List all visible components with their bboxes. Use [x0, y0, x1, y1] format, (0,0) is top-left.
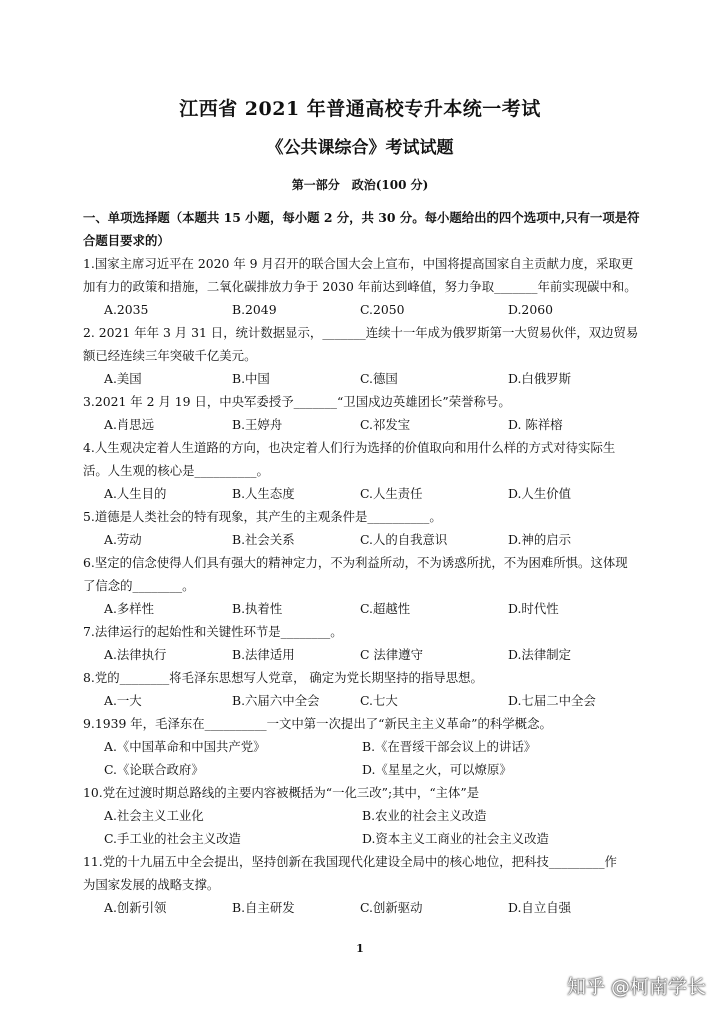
question-5-options [104, 528, 644, 551]
section-instructions-line1: 一、单项选择题（本题共 15 小题，每小题 2 分，共 30 分。每小题给出的四个选项中,只有一项是符 [83, 210, 640, 225]
question-10-line1: 10.党在过渡时期总路线的主要内容被概括为“一化三改”;其中，“主体”是 [83, 785, 480, 800]
option-a: A.人生目的 [104, 486, 167, 501]
option-a: A.劳动 [104, 532, 142, 547]
question-10-options-row2 [104, 827, 644, 850]
option-b: B.六届六中全会 [232, 693, 320, 708]
question-2-line1: 2. 2021 年年 3 月 31 日，统计数据显示，_______连续十一年成为俄罗斯第一大贸易伙伴，双边贸易 [83, 325, 639, 340]
question-11-line1: 11.党的十九届五中全会提出，坚持创新在我国现代化建设全局中的核心地位，把科技_________作 [83, 854, 617, 869]
option-a: A.社会主义工业化 [104, 808, 204, 823]
question-7-options [104, 643, 644, 666]
option-c: C.《论联合政府》 [104, 762, 204, 777]
option-d: D.时代性 [508, 601, 559, 616]
question-3-line1: 3.2021 年 2 月 19 日，中央军委授予_______“卫国戍边英雄团长”荣誉称号。 [83, 394, 511, 409]
option-a: A.《中国革命和中国共产党》 [104, 739, 266, 754]
option-a: A.多样性 [104, 601, 155, 616]
option-b: B.执着性 [232, 601, 283, 616]
option-a: A.一大 [104, 693, 142, 708]
question-5-line1: 5.道德是人类社会的特有现象，其产生的主观条件是__________。 [83, 509, 442, 524]
option-c: C.手工业的社会主义改造 [104, 831, 241, 846]
question-4-options [104, 482, 644, 505]
question-10-options-row1 [104, 804, 644, 827]
option-a: A.肖思远 [104, 417, 155, 432]
option-c: C.人生责任 [360, 486, 423, 501]
option-d: D.七届二中全会 [508, 693, 596, 708]
question-4-line2: 活。人生观的核心是__________。 [83, 463, 269, 478]
question-8-options [104, 689, 644, 712]
option-c: C.七大 [360, 693, 398, 708]
question-11-line2: 为国家发展的战略支撑。 [83, 877, 220, 892]
option-d: D.人生价值 [508, 486, 571, 501]
option-b: B.中国 [232, 371, 270, 386]
question-4-line1: 4.人生观决定着人生道路的方向，也决定着人们行为选择的价值取向和用什么样的方式对待实际生 [83, 440, 616, 455]
option-c: C 法律遵守 [360, 647, 423, 662]
option-d: D.资本主义工商业的社会主义改造 [362, 831, 549, 846]
question-6-line2: 了信念的________。 [83, 578, 195, 593]
option-b: B.2049 [232, 302, 277, 317]
question-8-line1: 8.党的________将毛泽东思想写人党章， 确定为党长期坚持的指导思想。 [83, 670, 483, 685]
option-b: B.法律适用 [232, 647, 295, 662]
option-b: B.农业的社会主义改造 [362, 808, 487, 823]
option-d: D.2060 [508, 302, 553, 317]
option-b: B.社会关系 [232, 532, 295, 547]
section-instructions-line2: 合题目要求的） [83, 233, 170, 248]
option-b: B.自主研发 [232, 900, 295, 915]
question-1-line2: 加有力的政策和措施，二氧化碳排放力争于 2030 年前达到峰值，努力争取_______年前实现碳中和。 [83, 279, 637, 294]
question-9-options-row2 [104, 758, 644, 781]
question-9-options-row1 [104, 735, 644, 758]
option-c: C.人的自我意识 [360, 532, 448, 547]
option-a: A.美国 [104, 371, 142, 386]
option-a: A.2035 [104, 302, 149, 317]
option-d: D. 陈祥榕 [508, 417, 563, 432]
option-b: B.人生态度 [232, 486, 295, 501]
option-c: C.2050 [360, 302, 405, 317]
question-2-line2: 额已经连续三年突破千亿美元。 [83, 348, 257, 363]
question-1-options [104, 298, 644, 321]
option-d: D.神的启示 [508, 532, 571, 547]
option-b: B.《在晋绥干部会议上的讲话》 [362, 739, 537, 754]
option-c: C.祁发宝 [360, 417, 411, 432]
option-d: D.自立自强 [508, 900, 571, 915]
question-7-line1: 7.法律运行的起始性和关键性环节是________。 [83, 624, 343, 639]
question-6-line1: 6.坚定的信念使得人们具有强大的精神定力，不为利益所动，不为诱惑所扰，不为困难所惧。这体现 [83, 555, 628, 570]
question-1-line1: 1.国家主席习近平在 2020 年 9 月召开的联合国大会上宣布，中国将提高国家自主贡献力度，采取更 [83, 256, 634, 271]
question-11-options [104, 896, 644, 919]
option-c: C.创新驱动 [360, 900, 423, 915]
question-6-options [104, 597, 644, 620]
question-9-line1: 9.1939 年，毛泽东在__________一文中第一次提出了“新民主主义革命”的科学概念。 [83, 716, 552, 731]
question-2-options [104, 367, 644, 390]
watermark: 知乎 @柯南学长 [566, 976, 706, 998]
option-a: A.创新引领 [104, 900, 167, 915]
option-d: D.法律制定 [508, 647, 571, 662]
option-a: A.法律执行 [104, 647, 167, 662]
page-number: 1 [356, 942, 364, 955]
option-d: D.白俄罗斯 [508, 371, 571, 386]
option-b: B.王婷舟 [232, 417, 283, 432]
question-3-options [104, 413, 644, 436]
exam-title: 江西省 2021 年普通高校专升本统一考试 [179, 98, 541, 120]
option-d: D.《星星之火，可以燎原》 [362, 762, 512, 777]
option-c: C.德国 [360, 371, 398, 386]
part-heading: 第一部分 政治(100 分) [291, 178, 429, 192]
option-c: C.超越性 [360, 601, 411, 616]
exam-subtitle: 《公共课综合》考试试题 [266, 138, 454, 158]
